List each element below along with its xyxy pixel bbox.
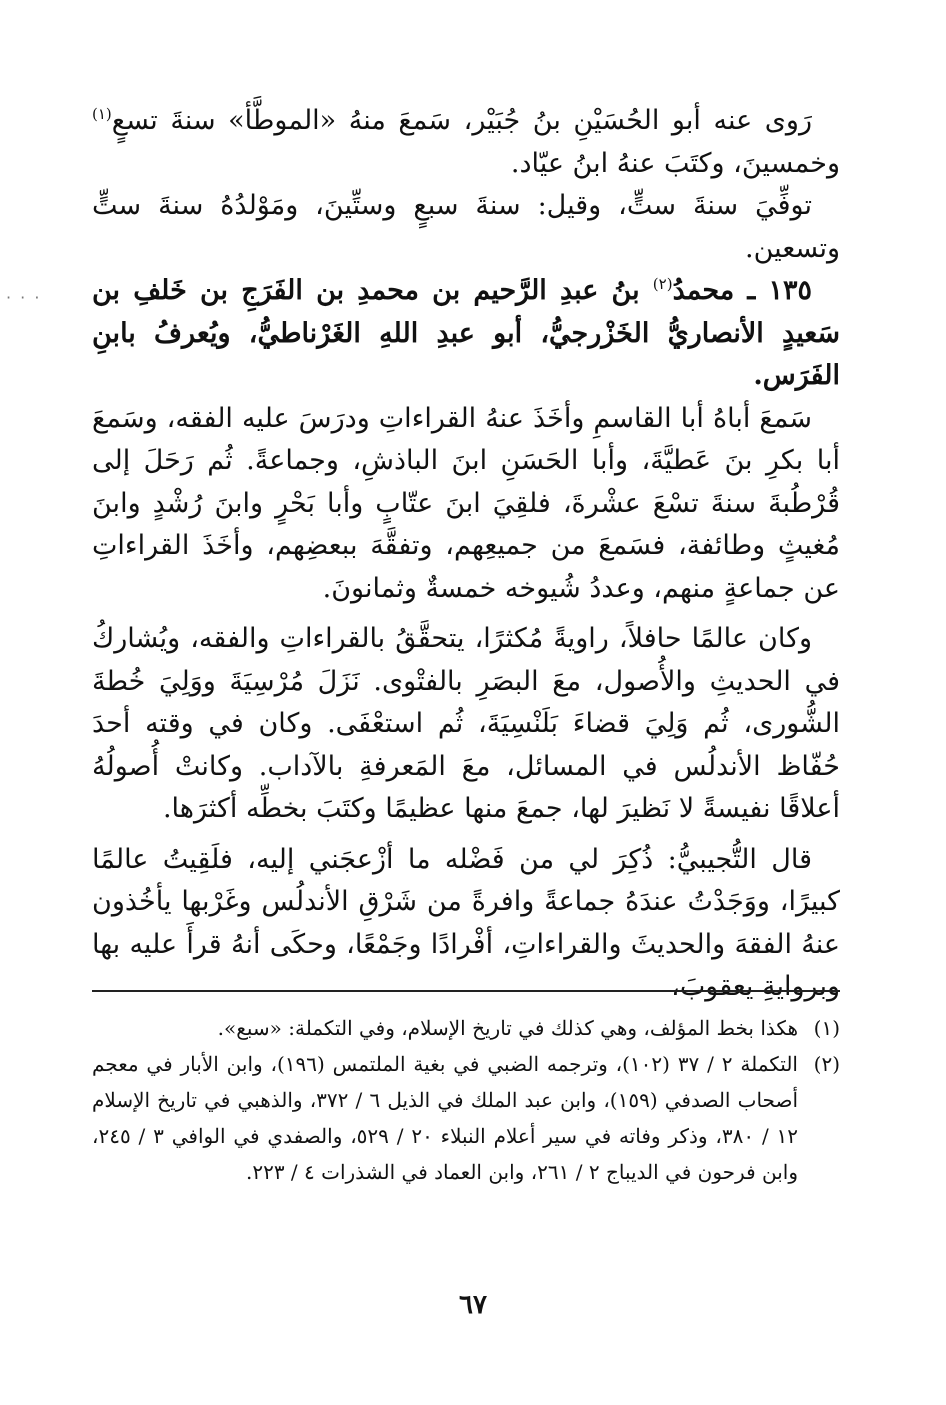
margin-mark: · · · xyxy=(6,288,42,307)
entry-number-name: ١٣٥ ـ محمدُ xyxy=(672,275,812,306)
entry-heading xyxy=(92,270,840,398)
entry-lineage: بنُ عبدِ الرَّحيم بن محمدِ بن الفَرَجِ بن خَلفِ بن سَعيدٍ الأنصاريُّ الخَزْرجيُّ، أبو عبدِ اللهِ الغَرْناطيُّ، ويُعرفُ بابنِ الفَرَس. xyxy=(92,275,840,391)
paragraph-4: وكان عالمًا حافلاً، راويةً مُكثرًا، يتحقَّقُ بالقراءاتِ والفقه، ويُشاركُ في الحديثِ والأُصول، معَ البصَرِ بالفتْوى. نَزَلَ مُرْسِيَةَ ووَلِيَ خُطةَ الشُّورى، ثُم وَلِيَ قضاءَ بَلَنْسِيَةَ، ثُم استعْفَى. وكان في وقته أحدَ حُفّاظ الأندلُس في المسائل، معَ المَعرفةِ بالآداب. وكانتْ أُصولُهُ أعلاقًا نفيسةً لا نَظيرَ لها، جمعَ منها عظيمًا وكتَبَ بخطِّه أكثرَها. xyxy=(92,623,840,824)
paragraph-1-tail: وخمسينَ، وكتَبَ عنهُ ابنُ عيّاد. xyxy=(510,147,840,179)
footnote-1-number: (١) xyxy=(813,1016,840,1040)
footnote-2 xyxy=(92,1046,840,1190)
paragraph-1 xyxy=(92,100,840,185)
footnote-ref-1[interactable]: (١) xyxy=(92,105,112,123)
footnotes xyxy=(92,1010,840,1190)
paragraph-2: توفِّيَ سنةَ ستٍّ، وقيل: سنةَ سبعٍ وستِّينَ، ومَوْلدُهُ سنةَ ستٍّ وتسعين. xyxy=(92,190,840,264)
page-number: ٦٧ xyxy=(459,1290,487,1320)
footnote-1 xyxy=(92,1010,840,1046)
footnote-2-number: (٢) xyxy=(813,1052,840,1076)
paragraph-5: قال التُّجيبيُّ: ذُكِرَ لي من فَضْله ما أزْعجَني إليه، فلَقِيتُ عالمًا كبيرًا، ووَجَدْتُ عندَهُ جماعةً وافرةً من شَرْقِ الأندلُس وغَرْبها يأخُذون عنهُ الفقهَ والحديثَ والقراءاتِ، أفْرادًا وجَمْعًا، وحكَى أنهُ قرأَ عليه بها وبروايةِ يعقوبَ، xyxy=(92,843,840,1002)
paragraph-1-text: رَوى عنه أبو الحُسَيْنِ بنُ جُبَيْر، سَمعَ منهُ «الموطَّأ» سنةَ تسعٍ xyxy=(111,105,812,136)
paragraph-3: سَمعَ أباهُ أبا القاسمِ وأخَذَ عنهُ القراءاتِ ودرَسَ عليه الفقه، وسَمعَ أبا بكرِ بنَ عَطيَّةَ، وأبا الحَسَنِ ابنَ الباذشِ، وجماعةً. ثُم رَحَلَ إلى قُرْطُبةَ سنةَ تسْعَ عشْرةَ، فلقِيَ ابنَ عتّابٍ وأبا بَحْرٍ وابنَ رُشْدٍ وابنَ مُغيثٍ وطائفة، فسَمعَ من جميعِهم، وتفقَّهَ ببعضِهم، وأخَذَ القراءاتِ عن جماعةٍ منهم، وعددُ شُيوخه خمسةٌ وثمانونَ. xyxy=(92,402,840,604)
footnote-1-text: هكذا بخط المؤلف، وهي كذلك في تاريخ الإسلام، وفي التكملة: «سبع». xyxy=(217,1016,798,1040)
footnote-2-text: التكملة ٢ / ٣٧ (١٠٢)، وترجمه الضبي في بغية الملتمس (١٩٦)، وابن الأبار في معجم أصحاب الصدفي (١٥٩)، وابن عبد الملك في الذيل ٦ / ٣٧٢، والذهبي في تاريخ الإسلام ١٢ / ٣٨٠، وذكر وفاته في سير أعلام النبلاء ٢٠ / ٥٢٩، والصفدي في الوافي ٣ / ٢٤٥، وابن فرحون في الديباج ٢ / ٢٦١، وابن العماد في الشذرات ٤ / ٢٢٣. xyxy=(92,1052,799,1184)
main-text xyxy=(92,100,840,1009)
footnote-divider xyxy=(92,990,840,992)
footnote-ref-2[interactable]: (٢) xyxy=(652,275,673,293)
